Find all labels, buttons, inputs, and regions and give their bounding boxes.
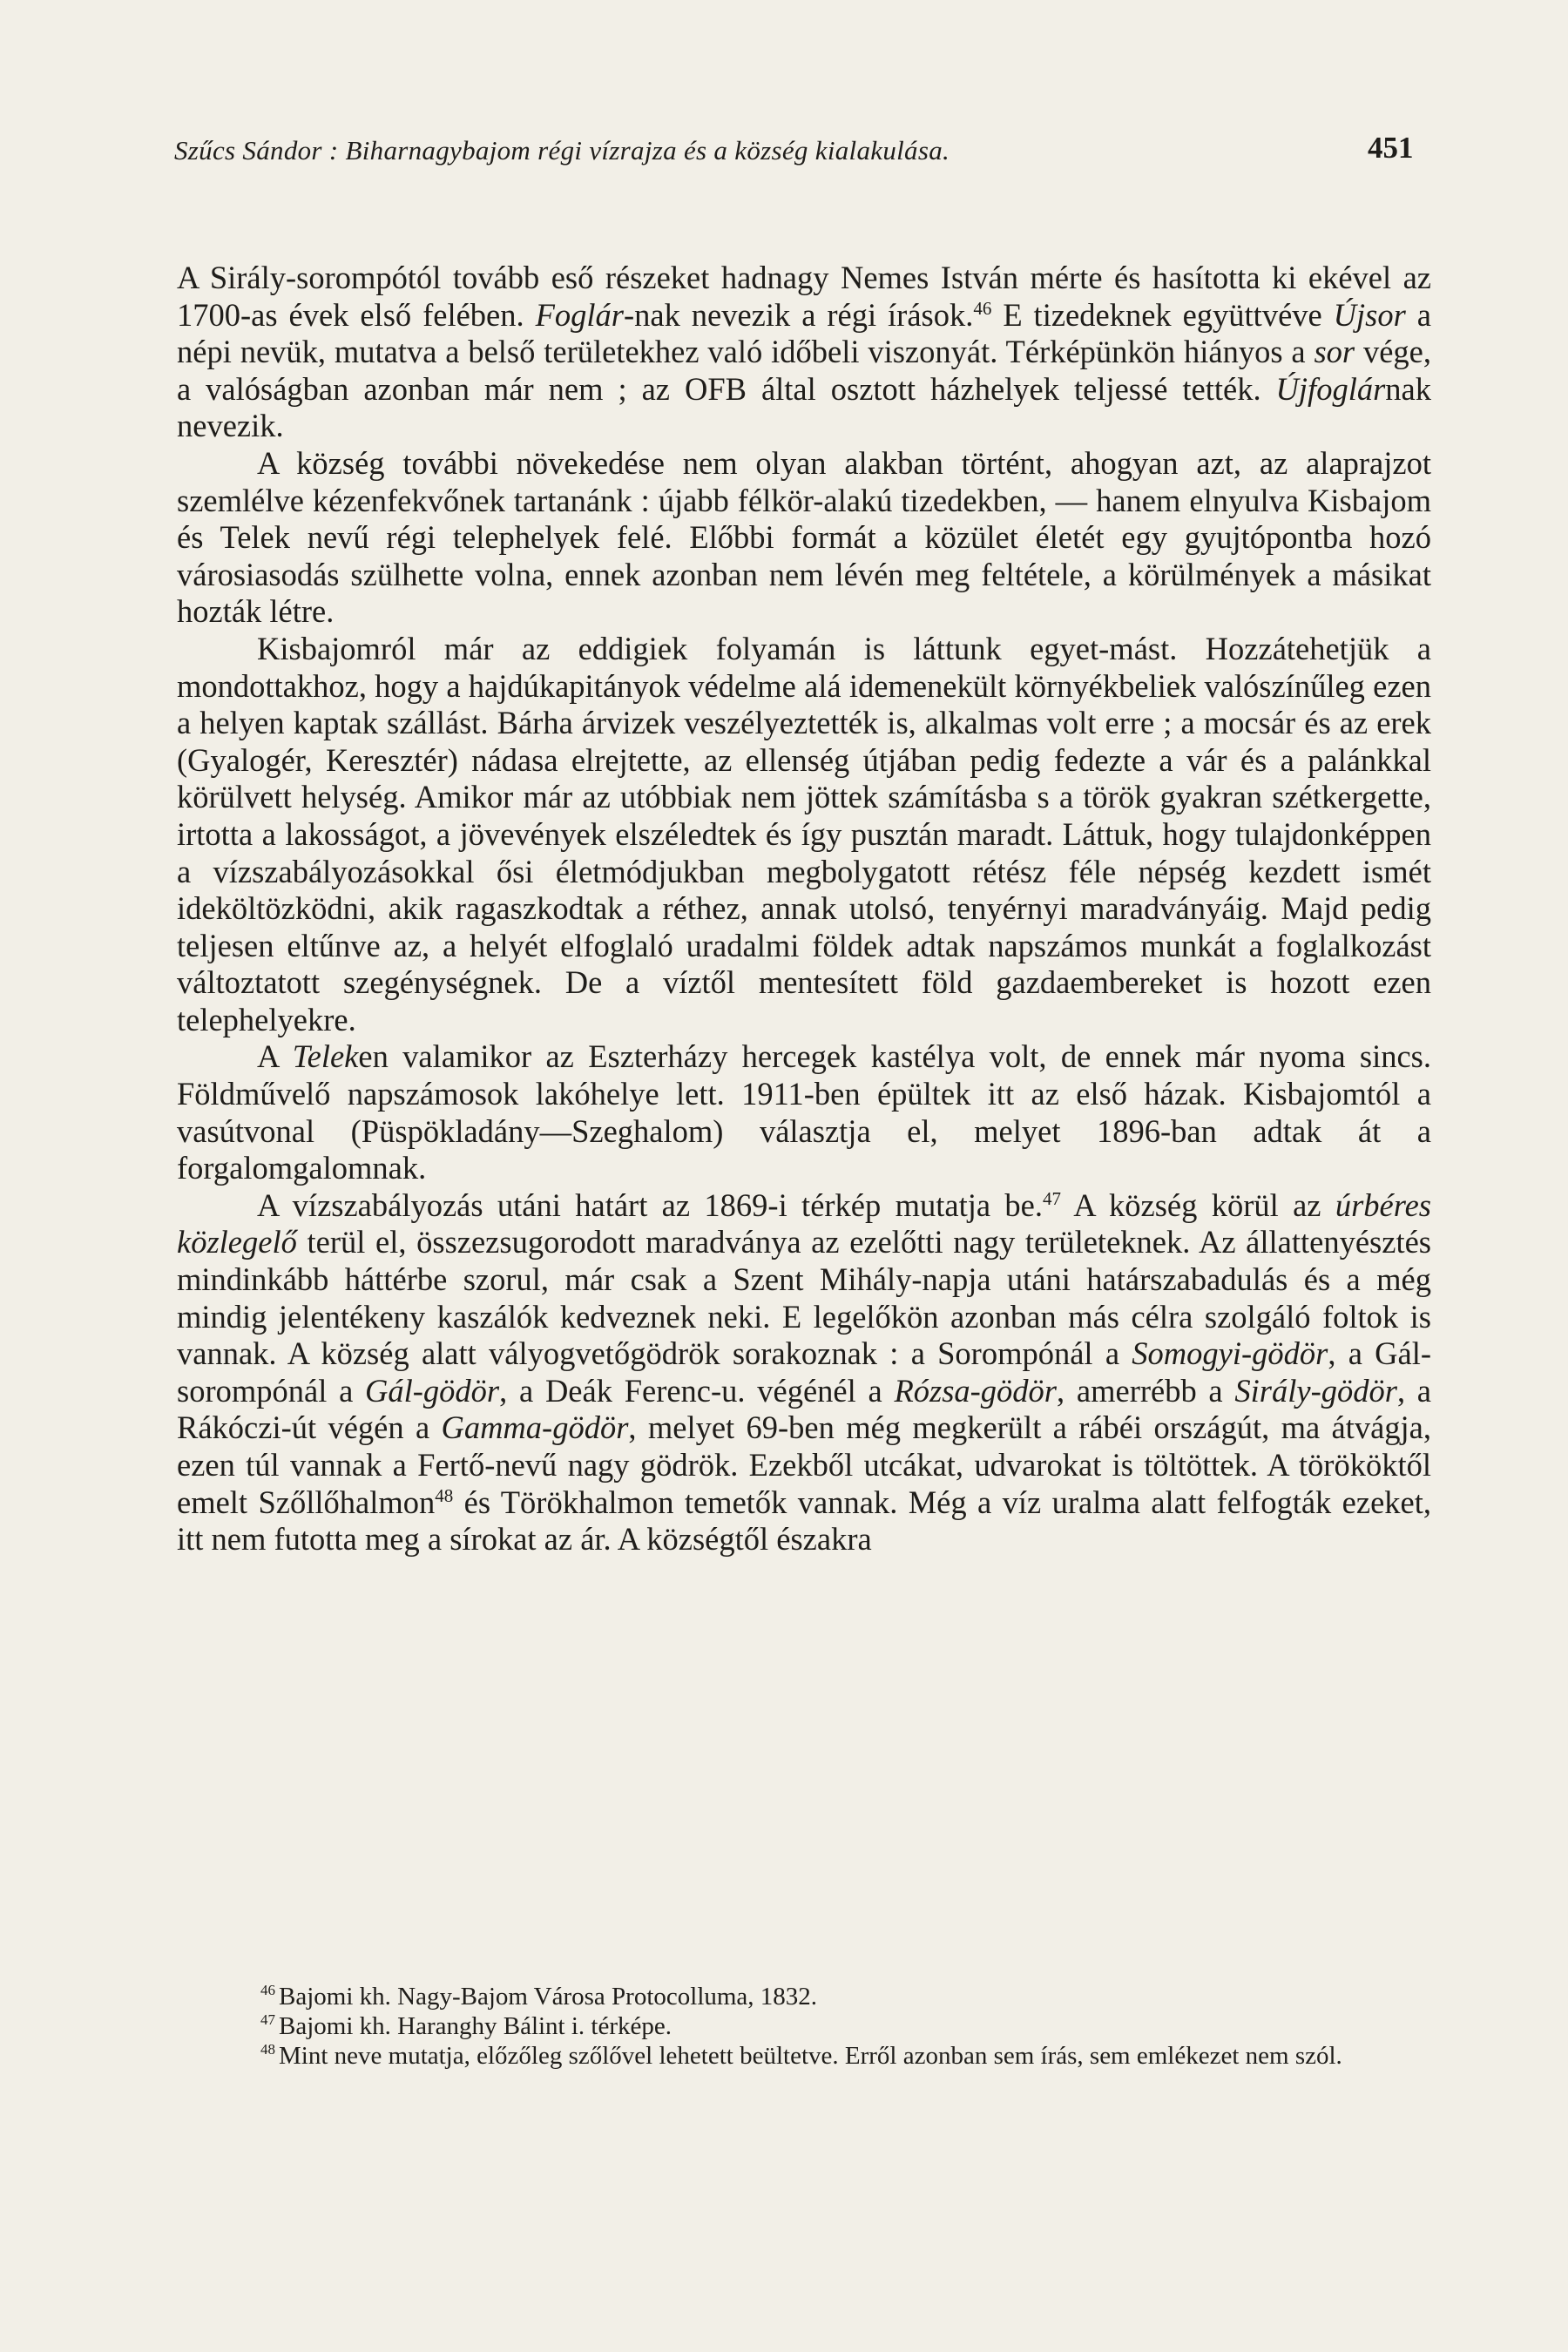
footnote-reference: 47 — [1042, 1187, 1061, 1209]
paragraph-2: A község további növekedése nem olyan alakban történt, ahogyan azt, az alaprajzot szemlélve kézenfekvőnek tartanánk : újabb félkör-alakú tizedekben, — hanem elnyulva Kisbajom és Telek nevű régi telephelyek felé. Előbbi formát a közület életét egy gyujtópontba hozó városiasodás szülhette volna, ennek azonban nem lévén meg feltétele, a körülmények a másikat hozták létre. — [177, 444, 1431, 630]
page-number: 451 — [1368, 131, 1414, 165]
footnote-reference: 46 — [973, 297, 992, 319]
paragraph-1: A Sirály-sorompótól tovább eső részeket hadnagy Nemes István mérte és hasította ki ekével az 1700-as évek első felében. Foglár-nak nevezik a régi írások.$^{46}$ E tizedeknek együttvéve Újsor a népi nevük, mutatva a belső területekhez való időbeli viszonyát. Térképünkön hiányos a sor vége, a valóságban azonban már nem ; az OFB által osztott házhelyek teljessé tették. Újfoglárnak nevezik. — [177, 260, 1432, 444]
running-head — [174, 135, 1433, 166]
footnote-48 — [177, 2041, 1431, 2071]
footnote-text: Mint neve mutatja, előzőleg szőlővel lehetett beültetve. Erről azonban sem írás, sem emlékezet nem szól. — [279, 2042, 1342, 2070]
paragraph-4: A Teleken valamikor az Eszterházy hercegek kastélya volt, de ennek már nyoma sincs. Földművelő napszámosok lakóhelye lett. 1911-ben épültek itt az első házak. Kisbajomtól a vasútvonal (Püspökladány—Szeghalom) választja el, melyet 1896-ban adtak át a forgalomgalomnak. — [177, 1038, 1431, 1186]
paragraph-5: A vízszabályozás utáni határt az 1869-i térkép mutatja be.$^{47}$ A község körül az úrbéres közlegelő terül el, összezsugorodott maradványa az ezelőtti nagy területeknek. Az állattenyésztés mindinkább háttérbe szorul, már csak a Szent Mihály-napja utáni határszabadulás és a még mindig jelentékeny kaszálók kedveznek neki. E legelőkön azonban más célra szolgáló foltok is vannak. A község alatt vályogvetőgödrök sorakoznak : a Sorompónál a Somogyi-gödör, a Gál-sorompónál a Gál-gödör, a Deák Ferenc-u. végénél a Rózsa-gödör, amerrébb a Sirály-gödör, a Rákóczi-út végén a Gamma-gödör, melyet 69-ben még megkerült a rábéi országút, ma átvágja, ezen túl vannak a Fertő-nevű nagy gödrök. Ezekből utcákat, udvarokat is töltöttek. A törököktől emelt Szőllőhalmon$^{48}$ és Törökhalmon temetők vannak. Még a víz uralma alatt felfogták ezeket, itt nem futotta meg a sírokat az ár. A községtől északra — [177, 1186, 1432, 1558]
body-text — [177, 260, 1431, 1558]
footnote-47 — [177, 2011, 1431, 2041]
footnote-text: Bajomi kh. Haranghy Bálint i. térképe. — [279, 2012, 672, 2040]
paragraph-3: Kisbajomról már az eddigiek folyamán is láttunk egyet-mást. Hozzátehetjük a mondottakhoz, hogy a hajdúkapitányok védelme alá idemenekült környékbeliek valószínűleg ezen a helyen kaptak szállást. Bárha árvizek veszélyeztették is, alkalmas volt erre ; a mocsár és az erek (Gyalogér, Keresztér) nádasa elrejtette, az ellenség útjában pedig fedezte a vár és a palánkkal körülvett helység. Amikor már az utóbbiak nem jöttek számításba s a török gyakran szétkergette, irtotta a lakosságot, a jövevények elszéledtek és így pusztán maradt. Láttuk, hogy tulajdonképpen a vízszabályozásokkal ősi életmódjukban megbolygatott rétész féle népség kezdett ismét ideköltözködni, akik ragaszkodtak a réthez, annak utolsó, tenyérnyi maradványáig. Majd pedig teljesen eltűnve az, a helyét elfoglaló uradalmi földek adtak napszámos munkát a foglalkozást változtatott szegénységnek. De a víztől mentesített föld gazdaembereket is hozott ezen telephelyekre. — [177, 630, 1431, 1037]
footnote-46 — [177, 1982, 1431, 2011]
footnotes — [177, 1982, 1431, 2071]
running-head-title: Szűcs Sándor : Biharnagybajom régi vízrajza és a község kialakulása. — [174, 135, 950, 166]
footnote-reference: 48 — [435, 1484, 454, 1506]
footnote-mark: 47 — [260, 2011, 275, 2029]
footnote-mark: 48 — [260, 2041, 275, 2058]
footnote-mark: 46 — [260, 1982, 275, 1999]
footnote-text: Bajomi kh. Nagy-Bajom Városa Protocolluma, 1832. — [279, 1983, 818, 2011]
